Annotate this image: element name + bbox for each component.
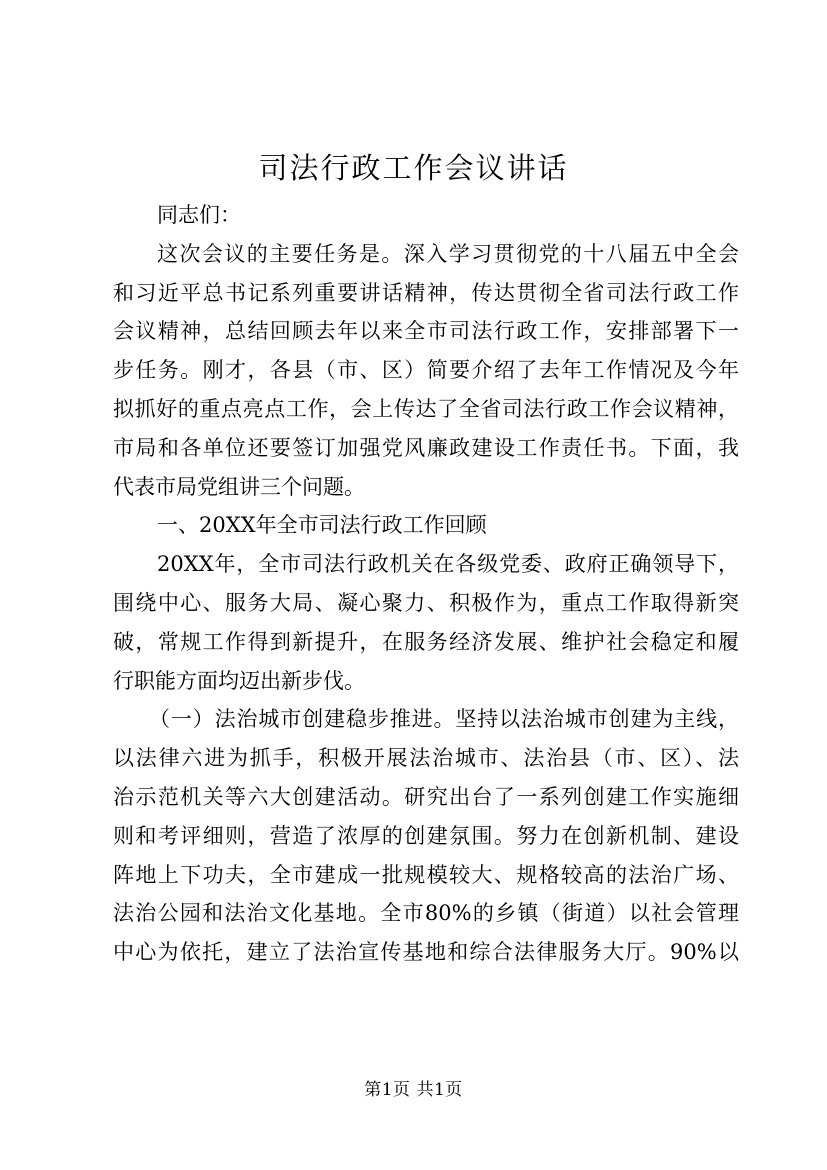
paragraph-line: 会议精神，总结回顾去年以来全市司法行政工作，安排部署下一 [113,319,739,344]
paragraph-line: 拟抓好的重点亮点工作，会上传达了全省司法行政工作会议精神， [113,396,739,421]
paragraph-line: 代表市局党组讲三个问题。 [113,474,365,499]
salutation: 同志们： [157,203,241,227]
paragraph-line: 步任务。刚才，各县（市、区）简要介绍了去年工作情况及今年 [113,358,739,383]
subsection-line: （一）法治城市创建稳步推进。坚持以法治城市创建为主线， [149,707,739,732]
paragraph-line: 市局和各单位还要签订加强党风廉政建设工作责任书。下面，我 [113,435,739,460]
document-body [113,196,739,972]
paragraph-line: 法治公园和法治文化基地。全市80%的乡镇（街道）以社会管理 [113,901,739,926]
page-number-footer: 第1页 共1页 [364,1080,463,1100]
paragraph-line: 围绕中心、服务大局、凝心聚力、积极作为，重点工作取得新突 [113,590,739,615]
paragraph-line: 和习近平总书记系列重要讲话精神，传达贯彻全省司法行政工作 [113,280,739,305]
section-heading: 一、20XX年全市司法行政工作回顾 [157,513,487,538]
paragraph-line: 治示范机关等六大创建活动。研究出台了一系列创建工作实施细 [113,784,739,809]
paragraph-line: 中心为依托，建立了法治宣传基地和综合法律服务大厅。90%以 [113,940,739,965]
paragraph-line: 则和考评细则，营造了浓厚的创建氛围。努力在创新机制、建设 [113,823,739,848]
paragraph-line: 破，常规工作得到新提升，在服务经济发展、维护社会稳定和履 [113,629,739,654]
paragraph-line: 行职能方面均迈出新步伐。 [113,668,365,693]
paragraph-line: 20XX年，全市司法行政机关在各级党委、政府正确领导下， [157,552,739,577]
paragraph-line: 这次会议的主要任务是。深入学习贯彻党的十八届五中全会 [157,241,739,266]
paragraph-line: 以法律六进为抓手，积极开展法治城市、法治县（市、区）、法 [113,746,739,771]
paragraph-line: 阵地上下功夫，全市建成一批规模较大、规格较高的法治广场、 [113,862,739,887]
document-title: 司法行政工作会议讲话 [258,151,569,185]
